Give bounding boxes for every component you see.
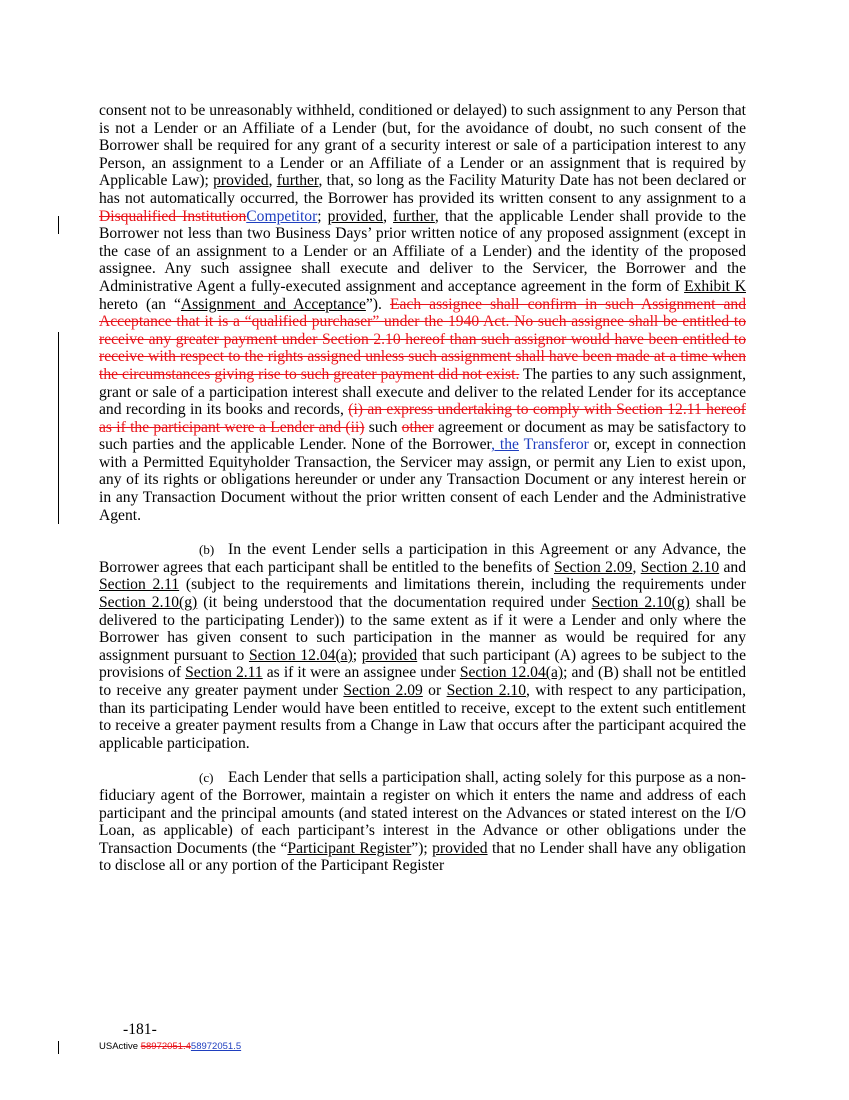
clause-label: (b): [199, 542, 215, 558]
paragraph-b: (b) In the event Lender sells a participation in this Agreement or any Advance, the Borrower agrees that each participant shall be entitled to the benefits of Section 2.09, Section 2.10 and Section 2.11 (subject to the requirements and limitations therein, including the requirements under Section 2.10(g) (it being understood that the documentation required under Section 2.10(g) shall be delivered to the participating Lender)) to the same extent as if it were a Lender and only where the Borrower has given consent to such participation in the manner as would be required for any assignment pursuant to Section 12.04(a); provided that such participant (A) agrees to be subject to the provisions of Section 2.11 as if it were an assignee under Section 12.04(a); and (B) shall not be entitled to receive any greater payment under Section 2.09 or Section 2.10, with respect to any participation, than its participating Lender would have been entitled to receive, except to the extent such entitlement to receive a greater payment results from a Change in Law that occurs after the participant acquired the applicable participation.: [99, 541, 747, 752]
deleted-text: Disqualified Institution: [99, 207, 247, 225]
defined-term: Assignment and Acceptance: [180, 295, 366, 313]
inserted-text: Competitor: [246, 207, 318, 225]
change-bar: [58, 216, 59, 234]
deleted-text: Each assignee shall confirm in such Assignment and Acceptance that it is a “qualified purchaser” under the 1940 Act. No such assignee shall be entitled to receive any greater payment under: [99, 295, 747, 348]
deleted-section-reference: Section 12.11: [616, 401, 702, 419]
inserted-doc-id: 58972051.5: [190, 1041, 242, 1052]
deleted-text: other: [401, 418, 434, 436]
deleted-text: (i) an express undertaking to comply with: [348, 401, 617, 419]
inserted-text: , the: [491, 436, 519, 454]
defined-term: Participant Register: [287, 839, 412, 857]
deleted-text: hereof as if the participant were a Lender and (ii): [99, 401, 746, 436]
document-footer: USActive 58972051.458972051.5: [99, 1041, 242, 1052]
deleted-text: hereof than such assignor would have been entitled to receive with respect to the rights assigned unless such assignment shall have been made at a time when the circumstances giving rise to such greater payment did not exist.: [99, 330, 746, 383]
change-bar: [58, 1041, 59, 1054]
clause-label: (c): [199, 770, 214, 786]
change-bar: [58, 452, 59, 524]
paragraph-continuation: consent not to be unreasonably withheld, conditioned or delayed) to such assignment to any Person that is not a Lender or an Affiliate of a Lender (but, for the avoidance of doubt, no such consent of the Borrower shall be required for any grant of a security interest or sale of a participation interest to any Person, an assignment to a Lender or an Affiliate of a Lender or an assignment that is required by Applicable Law); provided, further, that, so long as the Facility Maturity Date has not been declared or has not automatically occurred, the Borrower has provided its written consent to any assignment to a Disqualified InstitutionCompetitor; provided, further, that the applicable Lender shall provide to the Borrower not less than two Business Days’ prior written notice of any proposed assignment (except in the case of an assignment to a Lender or an Affiliate of a Lender) and the identity of the proposed assignee. Any such assignee shall execute and deliver to the Servicer, the Borrower and the Administrative Agent a fully-executed assignment and acceptance agreement in the form of Exhibit K hereto (an “Assignment and Acceptance”). Each assignee shall confirm in such Assignment and Acceptance that it is a “qualified purchaser” under the 1940 Act. No such assignee shall be entitled to receive any greater payment under Section 2.10 hereof than such assignor would have been entitled to receive with respect to the rights assigned unless such assignment shall have been made at a time when the circumstances giving rise to such greater payment did not exist. The parties to any such assignment, grant or sale of a participation interest shall execute and deliver to the related Lender for its acceptance and recording in its books and records, (i) an express undertaking to comply with Section 12.11 hereof as if the participant were a Lender and (ii) such other agreement or document as may be satisfactory to such parties and the applicable Lender. None of the Borrower, the Transferor or, except in connection with a Permitted Equityholder Transaction, the Servicer may assign, or permit any Lien to exist upon, any of its rights or obligations hereunder or under any Transaction Document or any interest herein or in any Transaction Document without the prior written consent of each Lender and the Administrative Agent.: [99, 102, 747, 524]
paragraph-c: (c) Each Lender that sells a participation shall, acting solely for this purpose as a non-fiduciary agent of the Borrower, maintain a register on which it enters the name and address of each participant and the principal amounts (and stated interest on the Advances or stated interest on the I/O Loan, as applicable) of each participant’s interest in the Advance or other obligations under the Transaction Documents (the “Participant Register”); provided that no Lender shall have any obligation to disclose all or any portion of the Participant Register: [99, 769, 746, 875]
deleted-doc-id: 58972051.4: [140, 1041, 191, 1052]
page-number: -181-: [123, 1021, 157, 1038]
document-body: [99, 102, 746, 875]
change-bar: [58, 332, 59, 456]
exhibit-reference: Exhibit K: [684, 277, 746, 295]
deleted-section-reference: Section 2.10: [321, 330, 401, 348]
inserted-text: Transferor: [518, 436, 589, 454]
